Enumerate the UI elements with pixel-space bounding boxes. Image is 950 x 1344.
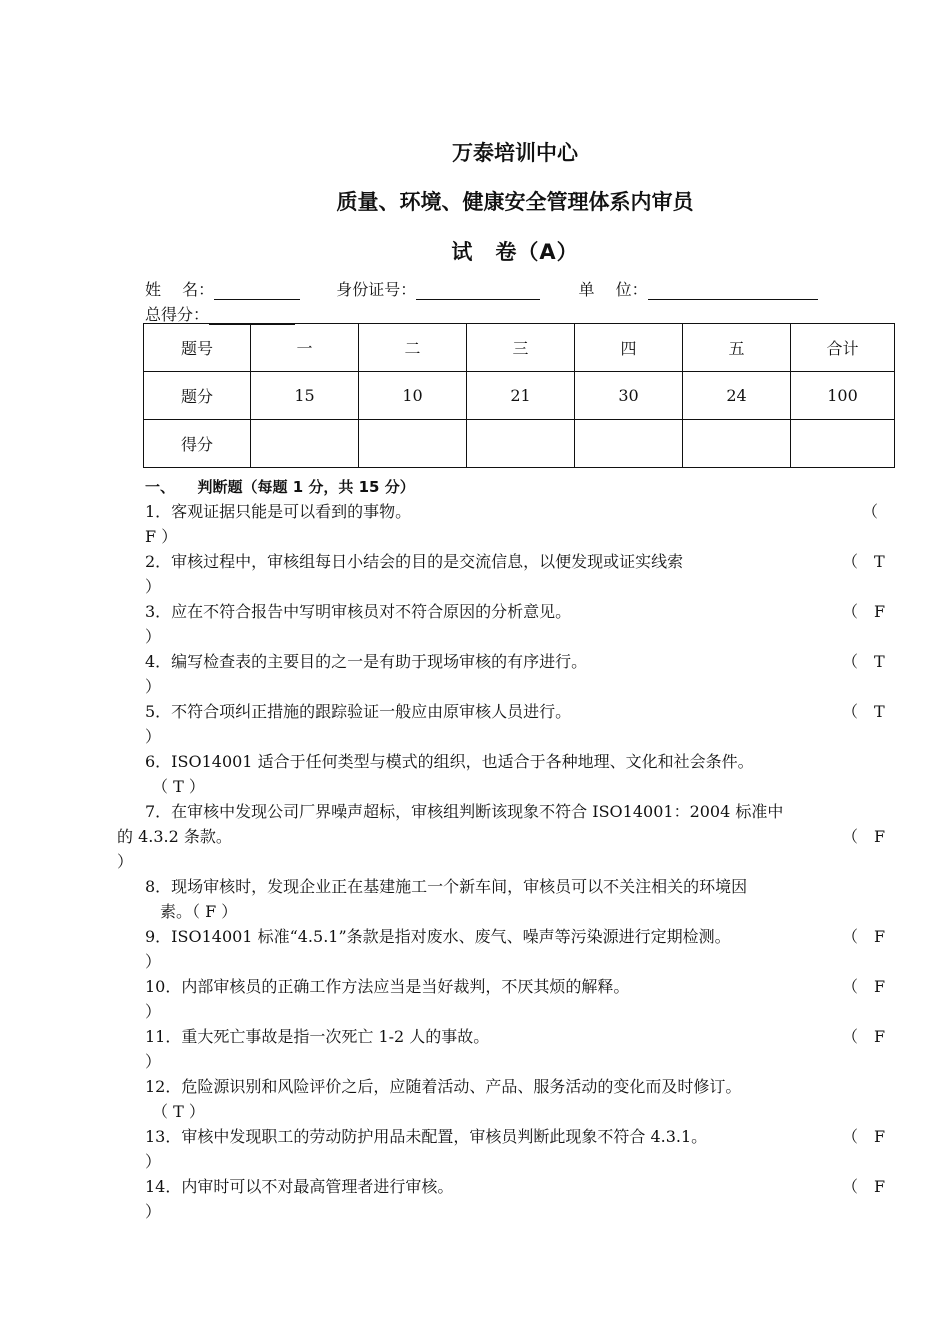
question-13-paren: （ F xyxy=(842,1127,886,1146)
question-12-answer: （ T ） xyxy=(152,1102,205,1121)
table-cell: 合计 xyxy=(791,324,895,372)
score-input-cell[interactable] xyxy=(791,420,895,468)
score-input-cell[interactable] xyxy=(359,420,467,468)
table-cell: 五 xyxy=(683,324,791,372)
table-cell: 一 xyxy=(251,324,359,372)
table-row xyxy=(144,372,895,420)
question-1-answer: F ） xyxy=(145,527,178,546)
question-13: 13．审核中发现职工的劳动防护用品未配置，审核员判断此现象不符合 4.3.1。 xyxy=(145,1127,708,1146)
table-cell: 21 xyxy=(467,372,575,420)
score-input-cell[interactable] xyxy=(683,420,791,468)
question-11-answer: ） xyxy=(145,1052,162,1071)
question-5-paren: （ T xyxy=(842,702,885,721)
question-7: 7．在审核中发现公司厂界噪声超标，审核组判断该现象不符合 ISO14001：2004 标准中 xyxy=(145,802,784,821)
question-10-answer: ） xyxy=(145,1002,162,1021)
info-line-2 xyxy=(145,302,295,325)
info-line-1 xyxy=(145,277,818,300)
question-13-answer: ） xyxy=(145,1152,162,1171)
question-14-paren: （ F xyxy=(842,1177,886,1196)
question-2: 2．审核过程中，审核组每日小结会的目的是交流信息，以便发现或证实线索 xyxy=(145,552,684,571)
question-6: 6．ISO14001 适合于任何类型与模式的组织，也适合于各种地理、文化和社会条件。 xyxy=(145,752,754,771)
table-cell: 二 xyxy=(359,324,467,372)
table-cell: 100 xyxy=(791,372,895,420)
question-10: 10．内部审核员的正确工作方法应当是当好裁判，不厌其烦的解释。 xyxy=(145,977,630,996)
name-label: 姓 名： xyxy=(145,280,215,299)
question-10-paren: （ F xyxy=(842,977,886,996)
question-5: 5．不符合项纠正措施的跟踪验证一般应由原审核人员进行。 xyxy=(145,702,572,721)
question-11: 11．重大死亡事故是指一次死亡 1-2 人的事故。 xyxy=(145,1027,490,1046)
question-3-answer: ） xyxy=(145,627,162,646)
table-cell: 10 xyxy=(359,372,467,420)
unit-blank[interactable] xyxy=(648,281,818,300)
question-2-answer: ） xyxy=(145,577,162,596)
score-table xyxy=(143,323,895,468)
total-score-label: 总得分： xyxy=(145,305,210,324)
section-1-heading: 一、 判断题（每题 1 分，共 15 分） xyxy=(145,478,415,496)
score-input-cell[interactable] xyxy=(575,420,683,468)
question-3: 3．应在不符合报告中写明审核员对不符合原因的分析意见。 xyxy=(145,602,572,621)
table-cell: 题号 xyxy=(144,324,251,372)
question-4-paren: （ T xyxy=(842,652,885,671)
question-2-paren: （ T xyxy=(842,552,885,571)
table-row xyxy=(144,324,895,372)
question-7-line-2: 的 4.3.2 条款。 xyxy=(117,827,232,846)
score-input-cell[interactable] xyxy=(251,420,359,468)
paper-title: 试 卷（A） xyxy=(451,240,579,264)
table-row xyxy=(144,420,895,468)
name-blank[interactable] xyxy=(214,281,300,300)
question-6-answer: （ T ） xyxy=(152,777,205,796)
table-cell: 15 xyxy=(251,372,359,420)
question-9: 9．ISO14001 标准“4.5.1”条款是指对废水、废气、噪声等污染源进行定期检测。 xyxy=(145,927,731,946)
question-14: 14．内审时可以不对最高管理者进行审核。 xyxy=(145,1177,454,1196)
question-7-paren: （ F xyxy=(842,827,886,846)
question-9-paren: （ F xyxy=(842,927,886,946)
table-cell: 四 xyxy=(575,324,683,372)
table-cell: 得分 xyxy=(144,420,251,468)
exam-subtitle: 质量、环境、健康安全管理体系内审员 xyxy=(336,190,694,214)
question-5-answer: ） xyxy=(145,727,162,746)
question-7-answer: ） xyxy=(117,852,134,871)
id-label: 身份证号： xyxy=(336,280,417,299)
question-12: 12．危险源识别和风险评价之后，应随着活动、产品、服务活动的变化而及时修订。 xyxy=(145,1077,742,1096)
question-4: 4．编写检查表的主要目的之一是有助于现场审核的有序进行。 xyxy=(145,652,588,671)
question-14-answer: ） xyxy=(145,1202,162,1221)
unit-label: 单 位： xyxy=(578,280,648,299)
table-cell: 24 xyxy=(683,372,791,420)
table-cell: 题分 xyxy=(144,372,251,420)
question-4-answer: ） xyxy=(145,677,162,696)
question-3-paren: （ F xyxy=(842,602,886,621)
question-8-line-2: 素。（ F ） xyxy=(160,902,238,921)
table-cell: 30 xyxy=(575,372,683,420)
question-9-answer: ） xyxy=(145,952,162,971)
table-cell: 三 xyxy=(467,324,575,372)
score-input-cell[interactable] xyxy=(467,420,575,468)
question-8: 8．现场审核时，发现企业正在基建施工一个新车间，审核员可以不关注相关的环境因 xyxy=(145,877,748,896)
org-title: 万泰培训中心 xyxy=(452,141,578,165)
question-1: 1．客观证据只能是可以看到的事物。 xyxy=(145,502,412,521)
question-11-paren: （ F xyxy=(842,1027,886,1046)
question-1-paren: （ xyxy=(862,502,879,521)
id-blank[interactable] xyxy=(416,281,540,300)
